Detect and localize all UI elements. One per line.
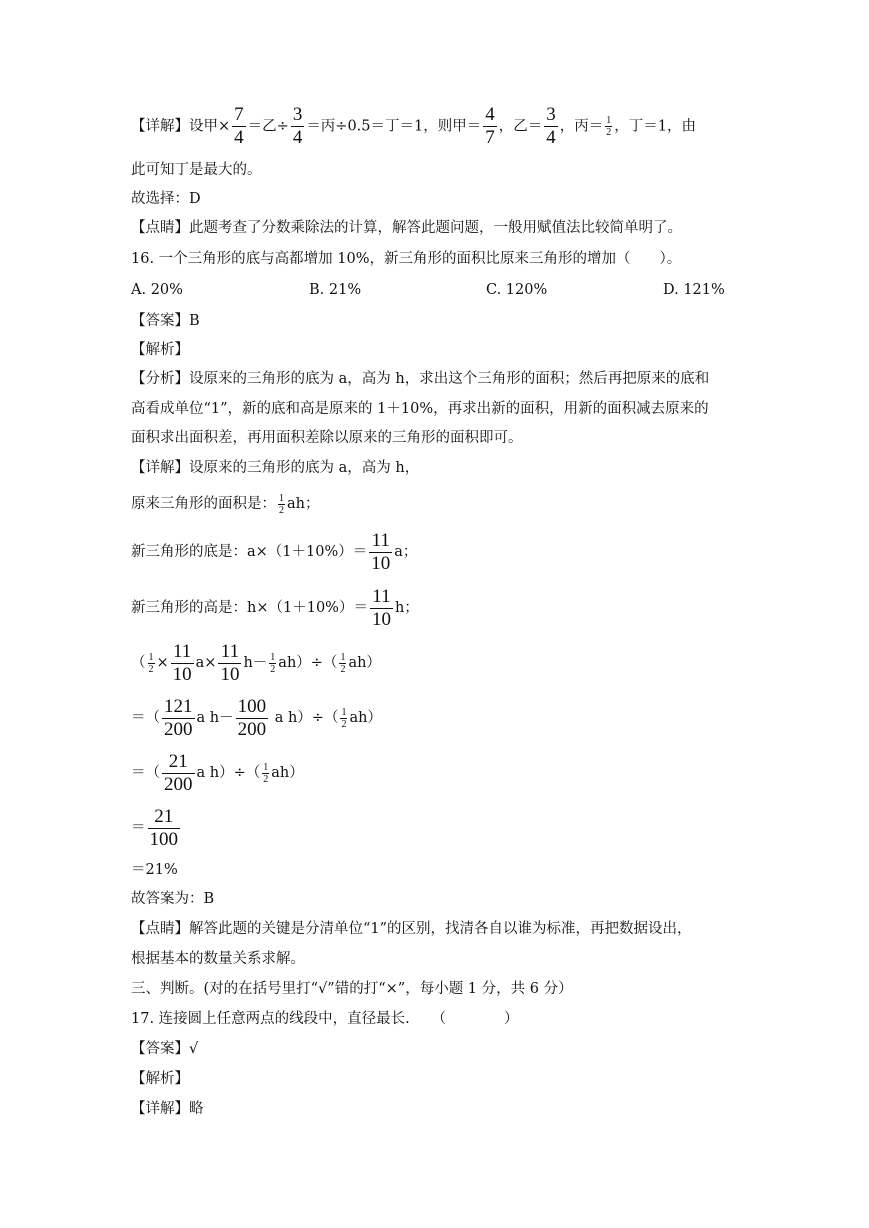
fraction: $\frac{4}{7}$ xyxy=(485,104,495,148)
question-17: 17. 连接圆上任意两点的线段中，直径最长. （ ） xyxy=(131,1011,519,1027)
section-3-heading: 三、判断。(对的在括号里打“√”错的打“×”，每小题 1 分，共 6 分） xyxy=(131,981,573,997)
question-16: 16. 一个三角形的底与高都增加 10%，新三角形的面积比原来三角形的增加（ ）。 xyxy=(131,251,682,267)
fraction: $\frac{1}{2}$ xyxy=(606,115,612,138)
option-d: D. 121% xyxy=(663,282,725,298)
note-2-line-2: 根据基本的数量关系求解。 xyxy=(131,951,305,967)
text: ，丁＝1，由 xyxy=(614,118,696,135)
text: 设甲× xyxy=(189,118,231,135)
fraction: $\frac{11}{10}$ xyxy=(220,640,240,685)
fraction: $\frac{3}{4}$ xyxy=(292,104,303,148)
text: ＝丙÷0.5＝丁＝1，则甲＝ xyxy=(306,118,482,135)
detail-17: 【详解】略 xyxy=(131,1101,204,1117)
fraction: $\frac{1}{2}$ xyxy=(279,492,284,516)
note-2-line-1: 【点睛】解答此题的关键是分清单位“1”的区别，找清各自以谁为标准，再把数据设出， xyxy=(131,921,692,937)
area-old-line: 原来三角形的面积是： $\frac{1}{2}$ ah； xyxy=(131,492,320,516)
detail-line-2: 此可知丁是最大的。 xyxy=(131,162,262,178)
option-b: B. 21% xyxy=(309,282,362,298)
fraction: $\frac{1}{2}$ xyxy=(341,706,347,730)
choose-line: 故选择：D xyxy=(131,191,201,207)
calc-step-4: ＝ $\frac{21}{100}$ xyxy=(131,805,178,850)
fraction: $\frac{7}{4}$ xyxy=(234,104,244,148)
base-new-line: 新三角形的底是：a×（1＋10%）＝ $\frac{11}{10}$ a； xyxy=(131,529,418,574)
calc-step-3: ＝（ $\frac{21}{200}$ a h）÷（ $\frac{1}{2}$ ah） xyxy=(131,750,304,795)
detail-16: 【详解】设原来的三角形的底为 a，高为 h， xyxy=(131,460,420,476)
text: ，乙＝ xyxy=(498,118,543,135)
fraction: $\frac{11}{10}$ xyxy=(172,640,192,685)
calc-step-1: （ $\frac{1}{2}$ × $\frac{11}{10}$ a× $\frac{11}{10}$ h－ $\frac{1}{2}$ ah）÷（ $\frac{1}{2}$ ah） xyxy=(131,640,381,685)
fraction: $\frac{1}{2}$ xyxy=(263,761,269,785)
text: ，丙＝ xyxy=(559,118,604,135)
analysis-17: 【解析】 xyxy=(131,1071,189,1087)
calc-step-2: ＝（ $\frac{121}{200}$ a h－ $\frac{100}{200}$ a h）÷（ $\frac{1}{2}$ ah） xyxy=(131,695,382,740)
fenxi-line-2: 高看成单位“1”，新的底和高是原来的 1＋10%，再求出新的面积，用新的面积减去原来的 xyxy=(131,401,709,417)
text: ＝乙÷ xyxy=(247,118,289,135)
fenxi-line-3: 面积求出面积差，再用面积差除以原来的三角形的面积即可。 xyxy=(131,430,523,446)
option-c: C. 120% xyxy=(486,282,548,298)
fenxi-line-1: 【分析】设原来的三角形的底为 a，高为 h，求出这个三角形的面积；然后再把原来的底和 xyxy=(131,371,710,387)
fraction: $\frac{121}{200}$ xyxy=(164,695,193,740)
calc-step-5: ＝21% xyxy=(131,862,178,878)
fraction: $\frac{11}{10}$ xyxy=(371,585,391,630)
fraction: $\frac{21}{100}$ xyxy=(149,805,178,850)
answer-16: 【答案】B xyxy=(131,313,200,329)
answer-17: 【答案】√ xyxy=(131,1041,199,1057)
height-new-line: 新三角形的高是：h×（1＋10%）＝ $\frac{11}{10}$ h； xyxy=(131,585,419,630)
fraction: $\frac{21}{200}$ xyxy=(164,750,193,795)
detail-tag: 【详解】 xyxy=(131,118,189,135)
option-a: A. 20% xyxy=(131,282,183,298)
fraction: $\frac{3}{4}$ xyxy=(546,104,556,148)
fraction: $\frac{1}{2}$ xyxy=(270,651,276,675)
detail-line-1 xyxy=(131,104,696,149)
fraction: $\frac{1}{2}$ xyxy=(340,651,346,675)
fraction: $\frac{1}{2}$ xyxy=(148,651,154,675)
final-answer: 故答案为：B xyxy=(131,891,215,907)
fraction: $\frac{100}{200}$ xyxy=(237,695,267,740)
note-line-1: 【点睛】此题考查了分数乘除法的计算，解答此题问题，一般用赋值法比较简单明了。 xyxy=(131,220,682,236)
analysis-16: 【解析】 xyxy=(131,342,189,358)
fraction: $\frac{11}{10}$ xyxy=(371,529,391,574)
